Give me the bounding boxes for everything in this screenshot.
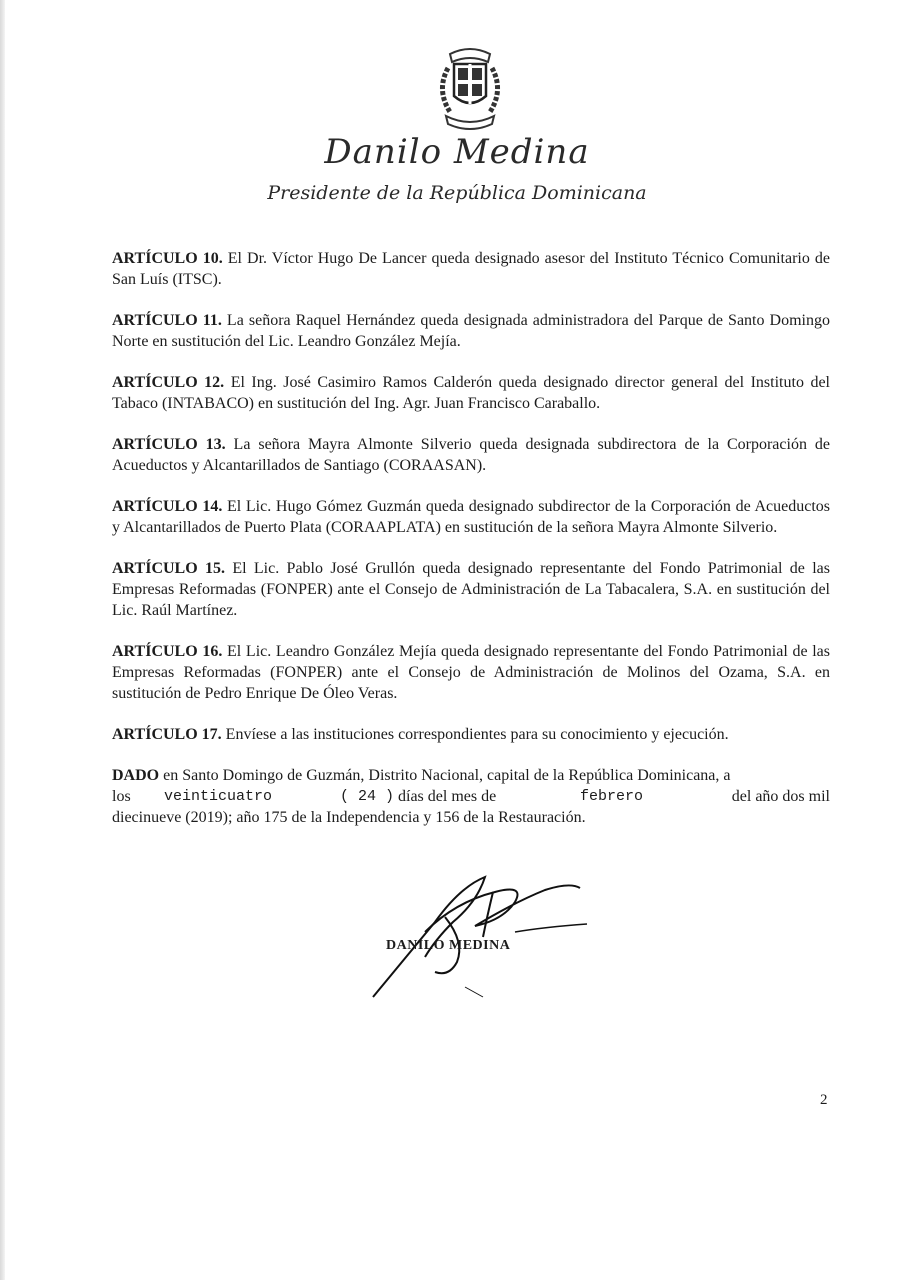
article-14	[112, 496, 830, 538]
coat-of-arms-seal	[424, 40, 516, 136]
article-text: El Ing. José Casimiro Ramos Calderón queda designado director general del Instituto del Tabaco (INTABACO) en sustitución del Ing. Agr. Juan Francisco Caraballo.	[112, 374, 830, 412]
letterhead-name: Danilo Medina	[324, 132, 590, 172]
dado-line-1	[112, 765, 830, 786]
article-label: ARTÍCULO 12.	[112, 374, 225, 391]
article-label: ARTÍCULO 17.	[112, 726, 222, 743]
document-body	[112, 248, 830, 828]
dado-mid-text: días del mes de	[398, 788, 497, 805]
dado-line-3: diecinueve (2019); año 175 de la Independencia y 156 de la Restauración.	[112, 809, 586, 826]
article-label: ARTÍCULO 13.	[112, 436, 226, 453]
article-label: ARTÍCULO 11.	[112, 312, 222, 329]
dado-text: en Santo Domingo de Guzmán, Distrito Nacional, capital de la República Dominicana, a	[159, 767, 731, 784]
article-text: La señora Raquel Hernández queda designada administradora del Parque de Santo Domingo Norte en sustitución del Lic. Leandro González Mejía.	[112, 312, 830, 350]
article-13	[112, 434, 830, 476]
article-label: ARTÍCULO 15.	[112, 560, 226, 577]
article-17	[112, 724, 830, 745]
letterhead-title: Presidente de la República Dominicana	[267, 182, 647, 204]
article-15	[112, 558, 830, 621]
article-text: Envíese a las instituciones correspondientes para su conocimiento y ejecución.	[221, 726, 729, 743]
article-12	[112, 372, 830, 414]
dado-label: DADO	[112, 767, 160, 784]
handwritten-signature	[365, 862, 595, 1012]
dado-clause	[112, 765, 830, 828]
day-number-fill: ( 24 )	[340, 788, 395, 805]
article-label: ARTÍCULO 16.	[112, 643, 223, 660]
dado-year-text: del año dos mil	[731, 788, 830, 805]
article-10	[112, 248, 830, 290]
article-text: El Lic. Pablo José Grullón queda designado representante del Fondo Patrimonial de las Empresas Reformadas (FONPER) ante el Consejo de Administración de La Tabacalera, S.A. en sustitución del Lic. Raúl Martínez.	[112, 560, 831, 619]
article-text: La señora Mayra Almonte Silverio queda designada subdirectora de la Corporación de Acueductos y Alcantarillados de Santiago (CORAASAN).	[112, 436, 830, 474]
page-number: 2	[820, 1092, 828, 1108]
dado-los: los	[112, 788, 131, 805]
article-label: ARTÍCULO 14.	[112, 498, 223, 515]
article-text: El Dr. Víctor Hugo De Lancer queda designado asesor del Instituto Técnico Comunitario de San Luís (ITSC).	[112, 250, 831, 288]
article-11	[112, 310, 830, 352]
signatory-name: DANILO MEDINA	[386, 938, 511, 953]
day-words-fill: veinticuatro	[164, 788, 273, 805]
article-text: El Lic. Hugo Gómez Guzmán queda designado subdirector de la Corporación de Acueductos y Alcantarillados de Puerto Plata (CORAAPLATA) en sustitución de la señora Mayra Almonte Silverio.	[112, 498, 830, 536]
month-fill: febrero	[580, 788, 644, 805]
dado-line-2	[112, 786, 830, 807]
article-label: ARTÍCULO 10.	[112, 250, 223, 267]
article-text: El Lic. Leandro González Mejía queda designado representante del Fondo Patrimonial de las Empresas Reformadas (FONPER) ante el Consejo de Administración de Molinos del Ozama, S.A. en sustitución de Pedro Enrique De Óleo Veras.	[112, 643, 831, 702]
article-16	[112, 641, 830, 704]
